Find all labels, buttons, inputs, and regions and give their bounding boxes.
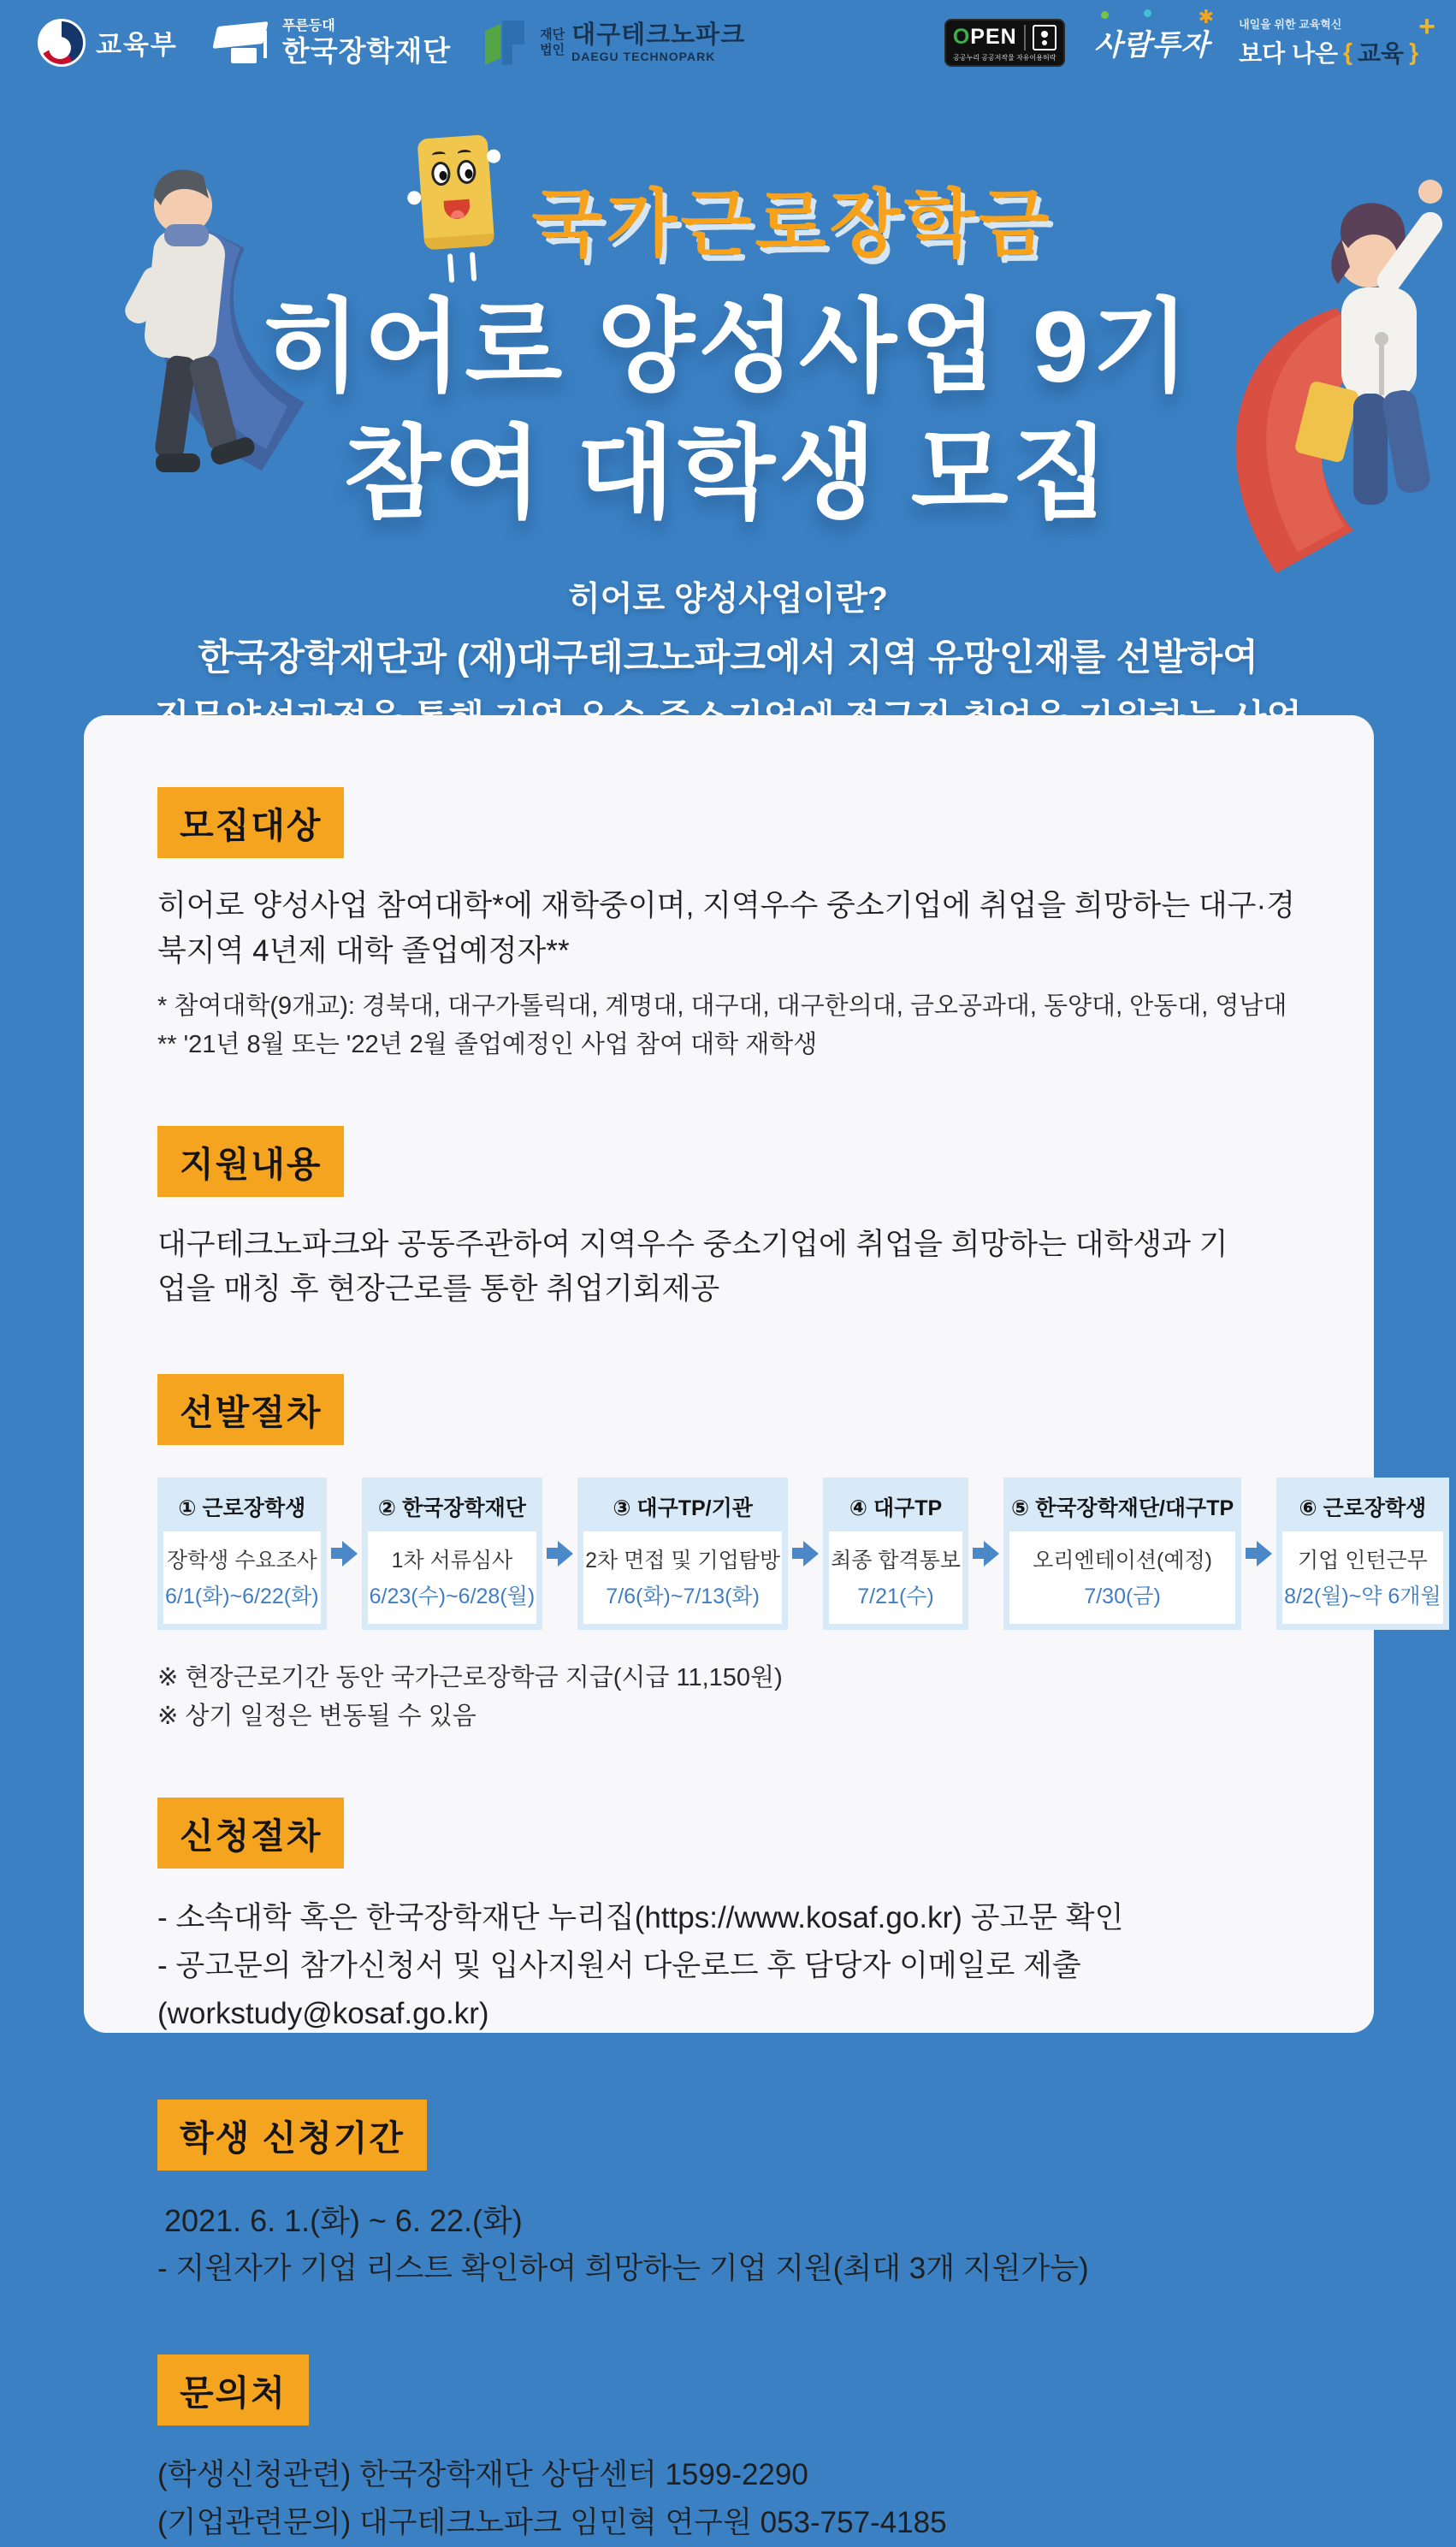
moe-taegeuk-icon <box>38 19 86 67</box>
step-date: 7/6(화)~7/13(화) <box>606 1584 760 1608</box>
saram-label: 사람투자 <box>1093 29 1210 62</box>
yellow-bracket-right-icon: } <box>1409 39 1418 65</box>
green-dot-icon <box>1101 11 1109 19</box>
step-title: ② 한국장학재단 <box>377 1496 526 1520</box>
process-step-2 <box>362 1478 543 1630</box>
step-desc: 오리엔테이션(예정) <box>1033 1548 1212 1573</box>
process-note-change: ※ 상기 일정은 변동될 수 있음 <box>157 1702 476 1730</box>
yellow-bracket-left-icon: { <box>1343 39 1352 65</box>
process-note-pay: ※ 현장근로기간 동안 국가근로장학금 지급(시급 11,150원) <box>157 1663 783 1691</box>
process-step-5 <box>1003 1478 1241 1630</box>
dtp-label: 대구테크노파크 <box>571 21 746 49</box>
step-title: ⑥ 근로장학생 <box>1299 1496 1427 1520</box>
poster-title-block <box>0 128 1456 742</box>
section-support <box>157 1126 1300 1312</box>
arrow-right-icon <box>542 1478 577 1630</box>
kosaf-logo <box>212 20 451 65</box>
process-step-3 <box>577 1478 788 1630</box>
step-title: ⑤ 한국장학재단/대구TP <box>1010 1496 1234 1520</box>
dtp-sub-label: DAEGU TECHNOPARK <box>571 49 716 63</box>
person-icon <box>1033 25 1056 50</box>
scholarship-mascot-icon <box>398 125 511 286</box>
contact-student: (학생신청관련) 한국장학재단 상담센터 1599-2290 <box>157 2458 808 2492</box>
step-title: ① 근로장학생 <box>178 1496 306 1520</box>
recruit-note-universities: * 참여대학(9개교): 경북대, 대구가톨릭대, 계명대, 대구대, 대구한의대, 금오공과대, 동양대, 안동대, 영남대 <box>157 992 1287 1020</box>
subtitle-line1: 한국장학재단과 (재)대구테크노파크에서 지역 유망인재를 선발하여 <box>198 637 1258 679</box>
orange-star-icon: ✱ <box>1198 6 1216 27</box>
technopark-tp-icon <box>485 19 530 67</box>
header-left-logos <box>38 19 745 67</box>
step-date: 8/2(월)~약 6개월 <box>1284 1584 1441 1608</box>
program-category-title: 국가근로장학금 <box>531 183 1053 265</box>
recruit-note-graduation: ** '21년 8월 또는 '22년 2월 졸업예정인 사업 참여 대학 재학생 <box>157 1030 818 1058</box>
arrow-right-icon <box>788 1478 823 1630</box>
step-desc: 최종 합격통보 <box>831 1548 961 1573</box>
step-desc: 1차 서류심사 <box>391 1548 513 1573</box>
apply-heading: 신청절차 <box>157 1798 344 1869</box>
period-dates: 2021. 6. 1.(화) ~ 6. 22.(화) <box>164 2202 523 2238</box>
dtp-small-line2: 법인 <box>540 42 565 57</box>
contact-company: (기업관련문의) 대구테크노파크 임민혁 연구원 053-757-4185 <box>157 2506 947 2540</box>
recruit-target-heading: 모집대상 <box>157 787 344 858</box>
section-apply-procedure <box>157 1798 1300 2038</box>
yellow-plus-icon: + <box>1418 10 1435 43</box>
content-card <box>84 715 1441 2540</box>
section-process <box>157 1374 1441 1736</box>
arrow-right-icon <box>968 1478 1003 1630</box>
kosaf-slogan: 푸른등대 <box>281 19 335 33</box>
support-heading: 지원내용 <box>157 1126 344 1197</box>
step-title: ④ 대구TP <box>849 1496 943 1520</box>
dtp-small-line1: 재단 <box>540 27 565 43</box>
process-step-4 <box>823 1478 968 1630</box>
open-badge-label: OPEN <box>952 25 1017 49</box>
apply-line-email: - 공고문의 참가신청서 및 입사지원서 다운로드 후 담당자 이메일로 제출(workstudy@kosaf.go.kr) <box>157 1948 1081 2030</box>
edu-word-white: 보다 나은 <box>1239 40 1339 67</box>
open-license-badge <box>944 19 1065 67</box>
period-company-note: - 지원자가 기업 리스트 확인하여 희망하는 기업 지원(최대 3개 지원가능) <box>157 2252 1089 2286</box>
section-contact <box>157 2354 1300 2547</box>
subtitle-question: 히어로 양성사업이란? <box>568 581 888 619</box>
step-date: 7/30(금) <box>1084 1584 1161 1608</box>
process-heading: 선발절차 <box>157 1374 344 1445</box>
period-heading: 학생 신청기간 <box>157 2100 427 2171</box>
section-recruit-target <box>157 787 1300 1064</box>
kosaf-label: 한국장학재단 <box>281 35 452 67</box>
process-steps <box>157 1478 1441 1630</box>
support-body: 대구테크노파크와 공동주관하여 지역우수 중소기업에 취업을 희망하는 대학생과 기업을 매칭 후 현장근로를 통한 취업기회제공 <box>157 1227 1228 1306</box>
edu-slogan-small: 내일을 위한 교육혁신 <box>1239 18 1342 31</box>
step-date: 6/23(수)~6/28(월) <box>369 1584 536 1608</box>
section-apply-period <box>157 2100 1300 2294</box>
saram-tuja-logo <box>1093 6 1216 63</box>
moe-label: 교육부 <box>96 30 178 60</box>
dtp-logo <box>485 19 745 67</box>
main-title-line1: 히어로 양성사업 9기 <box>263 291 1193 404</box>
step-title: ③ 대구TP/기관 <box>613 1496 753 1520</box>
open-badge-subtext: 공공누리 공공저작물 자유이용허락 <box>953 53 1056 62</box>
main-title-line2: 참여 대학생 모집 <box>343 417 1113 530</box>
contact-heading: 문의처 <box>157 2354 309 2426</box>
step-date: 7/21(수) <box>857 1584 934 1608</box>
process-step-6 <box>1276 1478 1448 1630</box>
blue-dot-icon <box>1144 9 1151 17</box>
step-desc: 기업 인턴근무 <box>1297 1548 1428 1573</box>
better-education-logo <box>1239 10 1435 69</box>
edu-word-navy: 교육 <box>1357 40 1405 67</box>
process-step-1 <box>157 1478 327 1630</box>
arrow-right-icon <box>327 1478 362 1630</box>
arrow-right-icon <box>1241 1478 1276 1630</box>
graduation-cap-icon <box>212 22 272 63</box>
step-desc: 2차 면접 및 기업탐방 <box>585 1548 781 1573</box>
header-bar <box>0 6 1456 69</box>
recruit-target-body: 히어로 양성사업 참여대학*에 재학중이며, 지역우수 중소기업에 취업을 희망하는 대구·경북지역 4년제 대학 졸업예정자** <box>157 889 1295 968</box>
step-desc: 장학생 수요조사 <box>166 1548 317 1573</box>
header-right-badges <box>944 6 1435 69</box>
step-date: 6/1(화)~6/22(화) <box>165 1584 319 1608</box>
moe-logo <box>38 19 178 67</box>
apply-line-website: - 소속대학 혹은 한국장학재단 누리집(https://www.kosaf.go.kr) 공고문 확인 <box>157 1900 1124 1934</box>
